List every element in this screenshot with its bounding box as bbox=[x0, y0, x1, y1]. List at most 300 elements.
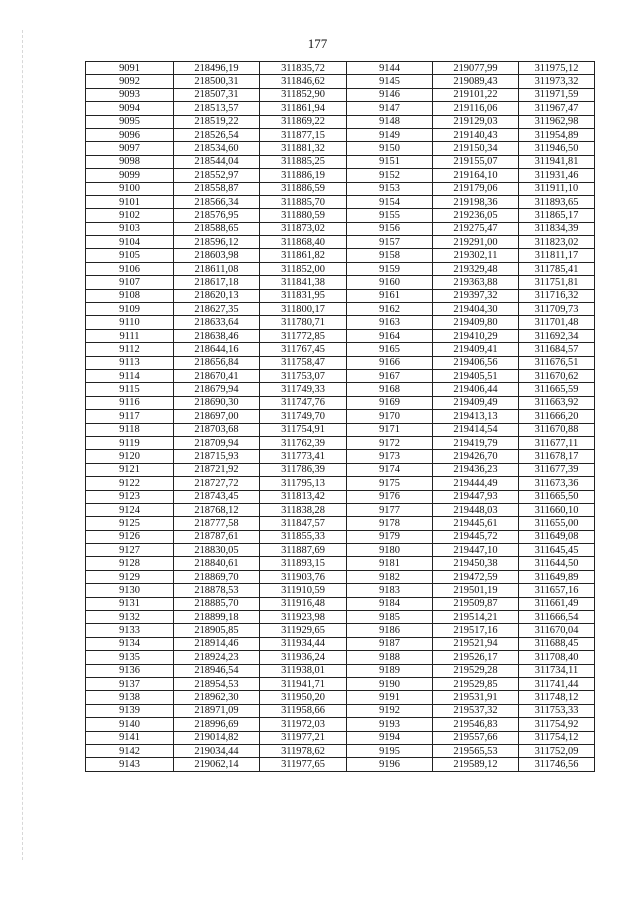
y-coordinate-cell: 311934,44 bbox=[260, 637, 347, 650]
point-number-cell: 9188 bbox=[347, 651, 433, 664]
x-coordinate-cell: 218721,92 bbox=[174, 463, 260, 476]
y-coordinate-cell: 311701,48 bbox=[519, 316, 595, 329]
y-coordinate-cell: 311868,40 bbox=[260, 236, 347, 249]
table-row bbox=[86, 410, 595, 423]
x-coordinate-cell: 219034,44 bbox=[174, 744, 260, 757]
y-coordinate-cell: 311962,98 bbox=[519, 115, 595, 128]
point-number-cell: 9106 bbox=[86, 262, 174, 275]
x-coordinate-cell: 218703,68 bbox=[174, 423, 260, 436]
point-number-cell: 9109 bbox=[86, 303, 174, 316]
y-coordinate-cell: 311941,71 bbox=[260, 677, 347, 690]
y-coordinate-cell: 311869,22 bbox=[260, 115, 347, 128]
point-number-cell: 9148 bbox=[347, 115, 433, 128]
x-coordinate-cell: 219413,13 bbox=[433, 410, 519, 423]
table-row bbox=[86, 102, 595, 115]
table-row bbox=[86, 222, 595, 235]
point-number-cell: 9189 bbox=[347, 664, 433, 677]
point-number-cell: 9193 bbox=[347, 718, 433, 731]
y-coordinate-cell: 311741,44 bbox=[519, 677, 595, 690]
x-coordinate-cell: 219302,11 bbox=[433, 249, 519, 262]
y-coordinate-cell: 311852,00 bbox=[260, 262, 347, 275]
y-coordinate-cell: 311855,33 bbox=[260, 530, 347, 543]
point-number-cell: 9147 bbox=[347, 102, 433, 115]
point-number-cell: 9176 bbox=[347, 490, 433, 503]
x-coordinate-cell: 218534,60 bbox=[174, 142, 260, 155]
y-coordinate-cell: 311749,33 bbox=[260, 383, 347, 396]
y-coordinate-cell: 311749,70 bbox=[260, 410, 347, 423]
y-coordinate-cell: 311835,72 bbox=[260, 62, 347, 75]
point-number-cell: 9144 bbox=[347, 62, 433, 75]
y-coordinate-cell: 311973,32 bbox=[519, 75, 595, 88]
table-row bbox=[86, 236, 595, 249]
table-row bbox=[86, 209, 595, 222]
table-row bbox=[86, 691, 595, 704]
point-number-cell: 9174 bbox=[347, 463, 433, 476]
x-coordinate-cell: 218656,84 bbox=[174, 356, 260, 369]
point-number-cell: 9120 bbox=[86, 450, 174, 463]
point-number-cell: 9130 bbox=[86, 584, 174, 597]
y-coordinate-cell: 311813,42 bbox=[260, 490, 347, 503]
point-number-cell: 9135 bbox=[86, 651, 174, 664]
point-number-cell: 9153 bbox=[347, 182, 433, 195]
point-number-cell: 9171 bbox=[347, 423, 433, 436]
table-row bbox=[86, 182, 595, 195]
x-coordinate-cell: 219531,91 bbox=[433, 691, 519, 704]
x-coordinate-cell: 218544,04 bbox=[174, 155, 260, 168]
y-coordinate-cell: 311795,13 bbox=[260, 477, 347, 490]
table-row bbox=[86, 463, 595, 476]
y-coordinate-cell: 311916,48 bbox=[260, 597, 347, 610]
x-coordinate-cell: 219406,44 bbox=[433, 383, 519, 396]
x-coordinate-cell: 218971,09 bbox=[174, 704, 260, 717]
x-coordinate-cell: 219116,06 bbox=[433, 102, 519, 115]
point-number-cell: 9107 bbox=[86, 276, 174, 289]
y-coordinate-cell: 311708,40 bbox=[519, 651, 595, 664]
y-coordinate-cell: 311709,73 bbox=[519, 303, 595, 316]
x-coordinate-cell: 218885,70 bbox=[174, 597, 260, 610]
table-row bbox=[86, 262, 595, 275]
y-coordinate-cell: 311881,32 bbox=[260, 142, 347, 155]
point-number-cell: 9102 bbox=[86, 209, 174, 222]
y-coordinate-cell: 311910,59 bbox=[260, 584, 347, 597]
y-coordinate-cell: 311911,10 bbox=[519, 182, 595, 195]
table-row bbox=[86, 557, 595, 570]
x-coordinate-cell: 219409,80 bbox=[433, 316, 519, 329]
x-coordinate-cell: 218519,22 bbox=[174, 115, 260, 128]
table-row bbox=[86, 289, 595, 302]
y-coordinate-cell: 311886,59 bbox=[260, 182, 347, 195]
y-coordinate-cell: 311677,11 bbox=[519, 436, 595, 449]
point-number-cell: 9141 bbox=[86, 731, 174, 744]
y-coordinate-cell: 311880,59 bbox=[260, 209, 347, 222]
point-number-cell: 9192 bbox=[347, 704, 433, 717]
x-coordinate-cell: 219014,82 bbox=[174, 731, 260, 744]
x-coordinate-cell: 218566,34 bbox=[174, 195, 260, 208]
table-row bbox=[86, 356, 595, 369]
x-coordinate-cell: 219410,29 bbox=[433, 329, 519, 342]
point-number-cell: 9132 bbox=[86, 611, 174, 624]
y-coordinate-cell: 311660,10 bbox=[519, 503, 595, 516]
table-row bbox=[86, 570, 595, 583]
table-row bbox=[86, 704, 595, 717]
y-coordinate-cell: 311893,65 bbox=[519, 195, 595, 208]
y-coordinate-cell: 311762,39 bbox=[260, 436, 347, 449]
x-coordinate-cell: 219526,17 bbox=[433, 651, 519, 664]
x-coordinate-cell: 218500,31 bbox=[174, 75, 260, 88]
table-row bbox=[86, 664, 595, 677]
x-coordinate-cell: 219062,14 bbox=[174, 758, 260, 771]
y-coordinate-cell: 311684,57 bbox=[519, 343, 595, 356]
table-row bbox=[86, 155, 595, 168]
y-coordinate-cell: 311954,89 bbox=[519, 128, 595, 141]
point-number-cell: 9165 bbox=[347, 343, 433, 356]
y-coordinate-cell: 311688,45 bbox=[519, 637, 595, 650]
point-number-cell: 9125 bbox=[86, 517, 174, 530]
table-row bbox=[86, 276, 595, 289]
point-number-cell: 9167 bbox=[347, 369, 433, 382]
point-number-cell: 9113 bbox=[86, 356, 174, 369]
y-coordinate-cell: 311846,62 bbox=[260, 75, 347, 88]
y-coordinate-cell: 311666,54 bbox=[519, 611, 595, 624]
point-number-cell: 9182 bbox=[347, 570, 433, 583]
x-coordinate-cell: 218627,35 bbox=[174, 303, 260, 316]
point-number-cell: 9195 bbox=[347, 744, 433, 757]
x-coordinate-cell: 218526,54 bbox=[174, 128, 260, 141]
y-coordinate-cell: 311946,50 bbox=[519, 142, 595, 155]
x-coordinate-cell: 219447,10 bbox=[433, 544, 519, 557]
x-coordinate-cell: 218924,23 bbox=[174, 651, 260, 664]
y-coordinate-cell: 311893,15 bbox=[260, 557, 347, 570]
table-row bbox=[86, 436, 595, 449]
x-coordinate-cell: 219409,41 bbox=[433, 343, 519, 356]
x-coordinate-cell: 219236,05 bbox=[433, 209, 519, 222]
page-number: 177 bbox=[307, 36, 328, 51]
table-row bbox=[86, 249, 595, 262]
y-coordinate-cell: 311823,02 bbox=[519, 236, 595, 249]
x-coordinate-cell: 219501,19 bbox=[433, 584, 519, 597]
x-coordinate-cell: 219448,03 bbox=[433, 503, 519, 516]
point-number-cell: 9139 bbox=[86, 704, 174, 717]
table-row bbox=[86, 744, 595, 757]
y-coordinate-cell: 311657,16 bbox=[519, 584, 595, 597]
point-number-cell: 9169 bbox=[347, 396, 433, 409]
x-coordinate-cell: 218690,30 bbox=[174, 396, 260, 409]
x-coordinate-cell: 218679,94 bbox=[174, 383, 260, 396]
y-coordinate-cell: 311936,24 bbox=[260, 651, 347, 664]
x-coordinate-cell: 218620,13 bbox=[174, 289, 260, 302]
table-row bbox=[86, 396, 595, 409]
point-number-cell: 9110 bbox=[86, 316, 174, 329]
x-coordinate-cell: 218869,70 bbox=[174, 570, 260, 583]
y-coordinate-cell: 311834,39 bbox=[519, 222, 595, 235]
point-number-cell: 9104 bbox=[86, 236, 174, 249]
y-coordinate-cell: 311785,41 bbox=[519, 262, 595, 275]
point-number-cell: 9117 bbox=[86, 410, 174, 423]
table-row bbox=[86, 477, 595, 490]
table-row bbox=[86, 142, 595, 155]
point-number-cell: 9168 bbox=[347, 383, 433, 396]
table-row bbox=[86, 195, 595, 208]
point-number-cell: 9091 bbox=[86, 62, 174, 75]
y-coordinate-cell: 311978,62 bbox=[260, 744, 347, 757]
x-coordinate-cell: 219529,85 bbox=[433, 677, 519, 690]
table-row bbox=[86, 624, 595, 637]
y-coordinate-cell: 311977,65 bbox=[260, 758, 347, 771]
table-row bbox=[86, 503, 595, 516]
x-coordinate-cell: 218996,69 bbox=[174, 718, 260, 731]
table-row bbox=[86, 329, 595, 342]
y-coordinate-cell: 311655,00 bbox=[519, 517, 595, 530]
point-number-cell: 9100 bbox=[86, 182, 174, 195]
x-coordinate-cell: 219565,53 bbox=[433, 744, 519, 757]
y-coordinate-cell: 311873,02 bbox=[260, 222, 347, 235]
x-coordinate-cell: 219329,48 bbox=[433, 262, 519, 275]
y-coordinate-cell: 311929,65 bbox=[260, 624, 347, 637]
x-coordinate-cell: 219514,21 bbox=[433, 611, 519, 624]
point-number-cell: 9128 bbox=[86, 557, 174, 570]
x-coordinate-cell: 218507,31 bbox=[174, 88, 260, 101]
y-coordinate-cell: 311649,89 bbox=[519, 570, 595, 583]
point-number-cell: 9142 bbox=[86, 744, 174, 757]
point-number-cell: 9134 bbox=[86, 637, 174, 650]
y-coordinate-cell: 311645,45 bbox=[519, 544, 595, 557]
y-coordinate-cell: 311754,12 bbox=[519, 731, 595, 744]
x-coordinate-cell: 219445,72 bbox=[433, 530, 519, 543]
table-row bbox=[86, 651, 595, 664]
x-coordinate-cell: 219529,28 bbox=[433, 664, 519, 677]
y-coordinate-cell: 311967,47 bbox=[519, 102, 595, 115]
y-coordinate-cell: 311852,90 bbox=[260, 88, 347, 101]
y-coordinate-cell: 311773,41 bbox=[260, 450, 347, 463]
point-number-cell: 9094 bbox=[86, 102, 174, 115]
x-coordinate-cell: 219150,34 bbox=[433, 142, 519, 155]
point-number-cell: 9194 bbox=[347, 731, 433, 744]
y-coordinate-cell: 311780,71 bbox=[260, 316, 347, 329]
y-coordinate-cell: 311847,57 bbox=[260, 517, 347, 530]
x-coordinate-cell: 219101,22 bbox=[433, 88, 519, 101]
x-coordinate-cell: 218596,12 bbox=[174, 236, 260, 249]
x-coordinate-cell: 218905,85 bbox=[174, 624, 260, 637]
point-number-cell: 9150 bbox=[347, 142, 433, 155]
x-coordinate-cell: 219419,79 bbox=[433, 436, 519, 449]
point-number-cell: 9138 bbox=[86, 691, 174, 704]
point-number-cell: 9111 bbox=[86, 329, 174, 342]
x-coordinate-cell: 219517,16 bbox=[433, 624, 519, 637]
point-number-cell: 9118 bbox=[86, 423, 174, 436]
y-coordinate-cell: 311885,25 bbox=[260, 155, 347, 168]
point-number-cell: 9114 bbox=[86, 369, 174, 382]
table-row bbox=[86, 115, 595, 128]
x-coordinate-cell: 218611,08 bbox=[174, 262, 260, 275]
y-coordinate-cell: 311941,81 bbox=[519, 155, 595, 168]
x-coordinate-cell: 219404,30 bbox=[433, 303, 519, 316]
x-coordinate-cell: 219397,32 bbox=[433, 289, 519, 302]
point-number-cell: 9183 bbox=[347, 584, 433, 597]
x-coordinate-cell: 219537,32 bbox=[433, 704, 519, 717]
point-number-cell: 9092 bbox=[86, 75, 174, 88]
y-coordinate-cell: 311903,76 bbox=[260, 570, 347, 583]
point-number-cell: 9097 bbox=[86, 142, 174, 155]
point-number-cell: 9156 bbox=[347, 222, 433, 235]
point-number-cell: 9180 bbox=[347, 544, 433, 557]
y-coordinate-cell: 311861,82 bbox=[260, 249, 347, 262]
y-coordinate-cell: 311649,08 bbox=[519, 530, 595, 543]
point-number-cell: 9112 bbox=[86, 343, 174, 356]
x-coordinate-cell: 218878,53 bbox=[174, 584, 260, 597]
point-number-cell: 9152 bbox=[347, 169, 433, 182]
table-row bbox=[86, 584, 595, 597]
y-coordinate-cell: 311786,39 bbox=[260, 463, 347, 476]
y-coordinate-cell: 311666,20 bbox=[519, 410, 595, 423]
x-coordinate-cell: 218830,05 bbox=[174, 544, 260, 557]
point-number-cell: 9187 bbox=[347, 637, 433, 650]
point-number-cell: 9136 bbox=[86, 664, 174, 677]
y-coordinate-cell: 311886,19 bbox=[260, 169, 347, 182]
x-coordinate-cell: 219406,56 bbox=[433, 356, 519, 369]
x-coordinate-cell: 218552,97 bbox=[174, 169, 260, 182]
y-coordinate-cell: 311865,17 bbox=[519, 209, 595, 222]
y-coordinate-cell: 311747,76 bbox=[260, 396, 347, 409]
point-number-cell: 9149 bbox=[347, 128, 433, 141]
x-coordinate-cell: 219363,88 bbox=[433, 276, 519, 289]
y-coordinate-cell: 311644,50 bbox=[519, 557, 595, 570]
point-number-cell: 9133 bbox=[86, 624, 174, 637]
point-number-cell: 9170 bbox=[347, 410, 433, 423]
y-coordinate-cell: 311746,56 bbox=[519, 758, 595, 771]
point-number-cell: 9129 bbox=[86, 570, 174, 583]
point-number-cell: 9119 bbox=[86, 436, 174, 449]
x-coordinate-cell: 218899,18 bbox=[174, 611, 260, 624]
point-number-cell: 9185 bbox=[347, 611, 433, 624]
y-coordinate-cell: 311754,91 bbox=[260, 423, 347, 436]
point-number-cell: 9127 bbox=[86, 544, 174, 557]
point-number-cell: 9145 bbox=[347, 75, 433, 88]
point-number-cell: 9126 bbox=[86, 530, 174, 543]
x-coordinate-cell: 218638,46 bbox=[174, 329, 260, 342]
x-coordinate-cell: 219557,66 bbox=[433, 731, 519, 744]
point-number-cell: 9095 bbox=[86, 115, 174, 128]
y-coordinate-cell: 311673,36 bbox=[519, 477, 595, 490]
table-row bbox=[86, 718, 595, 731]
x-coordinate-cell: 219405,51 bbox=[433, 369, 519, 382]
table-row bbox=[86, 75, 595, 88]
x-coordinate-cell: 218670,41 bbox=[174, 369, 260, 382]
point-number-cell: 9105 bbox=[86, 249, 174, 262]
y-coordinate-cell: 311677,39 bbox=[519, 463, 595, 476]
table-row bbox=[86, 62, 595, 75]
x-coordinate-cell: 218787,61 bbox=[174, 530, 260, 543]
x-coordinate-cell: 219275,47 bbox=[433, 222, 519, 235]
table-row bbox=[86, 369, 595, 382]
point-number-cell: 9137 bbox=[86, 677, 174, 690]
point-number-cell: 9108 bbox=[86, 289, 174, 302]
y-coordinate-cell: 311663,92 bbox=[519, 396, 595, 409]
point-number-cell: 9116 bbox=[86, 396, 174, 409]
point-number-cell: 9099 bbox=[86, 169, 174, 182]
point-number-cell: 9154 bbox=[347, 195, 433, 208]
x-coordinate-cell: 218962,30 bbox=[174, 691, 260, 704]
point-number-cell: 9155 bbox=[347, 209, 433, 222]
x-coordinate-cell: 219546,83 bbox=[433, 718, 519, 731]
x-coordinate-cell: 219426,70 bbox=[433, 450, 519, 463]
y-coordinate-cell: 311971,59 bbox=[519, 88, 595, 101]
x-coordinate-cell: 219450,38 bbox=[433, 557, 519, 570]
point-number-cell: 9146 bbox=[347, 88, 433, 101]
table-row bbox=[86, 677, 595, 690]
y-coordinate-cell: 311670,04 bbox=[519, 624, 595, 637]
table-row bbox=[86, 169, 595, 182]
y-coordinate-cell: 311734,11 bbox=[519, 664, 595, 677]
x-coordinate-cell: 219077,99 bbox=[433, 62, 519, 75]
x-coordinate-cell: 218768,12 bbox=[174, 503, 260, 516]
table-row bbox=[86, 450, 595, 463]
x-coordinate-cell: 218777,58 bbox=[174, 517, 260, 530]
table-row bbox=[86, 343, 595, 356]
point-number-cell: 9186 bbox=[347, 624, 433, 637]
point-number-cell: 9123 bbox=[86, 490, 174, 503]
x-coordinate-cell: 219472,59 bbox=[433, 570, 519, 583]
point-number-cell: 9124 bbox=[86, 503, 174, 516]
point-number-cell: 9159 bbox=[347, 262, 433, 275]
table-row bbox=[86, 611, 595, 624]
y-coordinate-cell: 311772,85 bbox=[260, 329, 347, 342]
point-number-cell: 9122 bbox=[86, 477, 174, 490]
point-number-cell: 9179 bbox=[347, 530, 433, 543]
x-coordinate-cell: 218954,53 bbox=[174, 677, 260, 690]
y-coordinate-cell: 311923,98 bbox=[260, 611, 347, 624]
x-coordinate-cell: 219589,12 bbox=[433, 758, 519, 771]
x-coordinate-cell: 218588,65 bbox=[174, 222, 260, 235]
y-coordinate-cell: 311887,69 bbox=[260, 544, 347, 557]
y-coordinate-cell: 311748,12 bbox=[519, 691, 595, 704]
x-coordinate-cell: 218946,54 bbox=[174, 664, 260, 677]
point-number-cell: 9143 bbox=[86, 758, 174, 771]
table-row bbox=[86, 597, 595, 610]
y-coordinate-cell: 311861,94 bbox=[260, 102, 347, 115]
x-coordinate-cell: 219140,43 bbox=[433, 128, 519, 141]
point-number-cell: 9190 bbox=[347, 677, 433, 690]
point-number-cell: 9115 bbox=[86, 383, 174, 396]
y-coordinate-cell: 311831,95 bbox=[260, 289, 347, 302]
x-coordinate-cell: 218558,87 bbox=[174, 182, 260, 195]
y-coordinate-cell: 311753,07 bbox=[260, 369, 347, 382]
y-coordinate-cell: 311958,66 bbox=[260, 704, 347, 717]
y-coordinate-cell: 311665,59 bbox=[519, 383, 595, 396]
y-coordinate-cell: 311716,32 bbox=[519, 289, 595, 302]
x-coordinate-cell: 218644,16 bbox=[174, 343, 260, 356]
x-coordinate-cell: 219445,61 bbox=[433, 517, 519, 530]
point-number-cell: 9162 bbox=[347, 303, 433, 316]
x-coordinate-cell: 219129,03 bbox=[433, 115, 519, 128]
y-coordinate-cell: 311665,50 bbox=[519, 490, 595, 503]
y-coordinate-cell: 311758,47 bbox=[260, 356, 347, 369]
x-coordinate-cell: 218576,95 bbox=[174, 209, 260, 222]
table-row bbox=[86, 544, 595, 557]
y-coordinate-cell: 311841,38 bbox=[260, 276, 347, 289]
y-coordinate-cell: 311676,51 bbox=[519, 356, 595, 369]
point-number-cell: 9164 bbox=[347, 329, 433, 342]
point-number-cell: 9158 bbox=[347, 249, 433, 262]
point-number-cell: 9131 bbox=[86, 597, 174, 610]
x-coordinate-cell: 218496,19 bbox=[174, 62, 260, 75]
y-coordinate-cell: 311751,81 bbox=[519, 276, 595, 289]
point-number-cell: 9163 bbox=[347, 316, 433, 329]
x-coordinate-cell: 219089,43 bbox=[433, 75, 519, 88]
table-row bbox=[86, 758, 595, 771]
x-coordinate-cell: 219155,07 bbox=[433, 155, 519, 168]
point-number-cell: 9157 bbox=[347, 236, 433, 249]
x-coordinate-cell: 219447,93 bbox=[433, 490, 519, 503]
